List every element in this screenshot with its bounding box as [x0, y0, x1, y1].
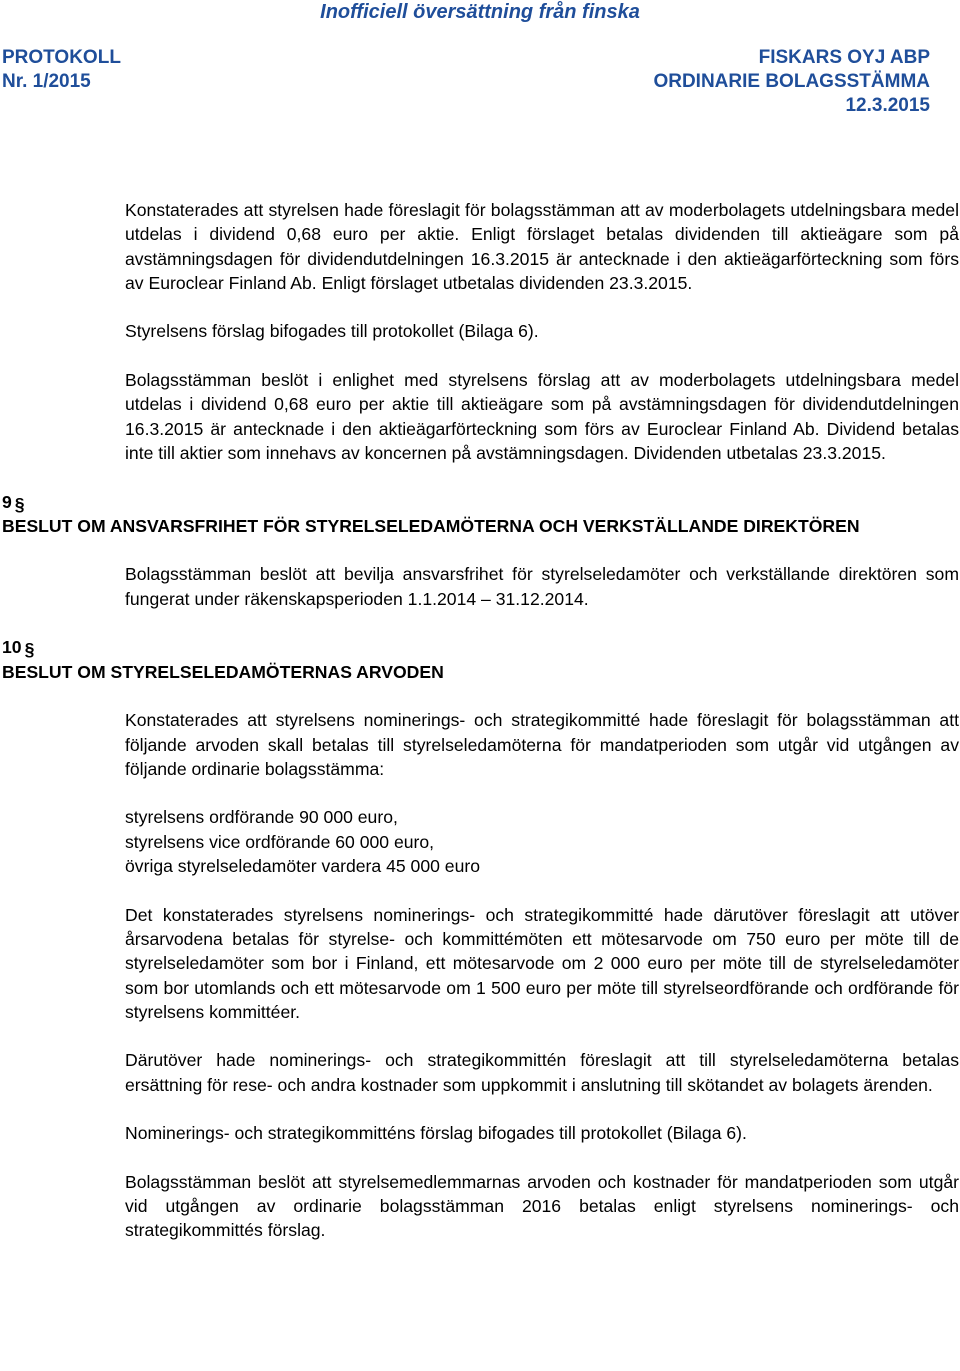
- protocol-header: [2, 46, 121, 94]
- section-9-title: BESLUT OM ANSVARSFRIHET FÖR STYRELSELEDAMÖTERNA OCH VERKSTÄLLANDE DIREKTÖREN: [2, 515, 860, 536]
- meeting-header: [653, 46, 930, 118]
- dividend-attachment-paragraph: Styrelsens förslag bifogades till protokollet (Bilaga 6).: [125, 321, 539, 342]
- section-9-paragraph: Bolagsstämman beslöt att bevilja ansvarsfrihet för styrelseledamöter och verkställande direktören som fungerat under räkenskapsperioden 1.1.2014 – 31.12.2014.: [125, 564, 959, 609]
- dividend-decision-paragraph: Bolagsstämman beslöt i enlighet med styrelsens förslag att av moderbolagets utdelningsbara medel utdelas i dividend 0,68 euro per aktie till aktieägare som på avstämningsdagen för dividendutdelningen 16.3.2015 är antecknade i den aktieägarförteckning som förs av Euroclear Finland Ab. Dividend betalas inte till aktier som innehavs av koncernen på avstämningsdagen. Dividenden utbetalas 23.3.2015.: [125, 370, 959, 463]
- dividend-proposal-paragraph: Konstaterades att styrelsen hade föreslagit för bolagsstämman att av moderbolagets utdelningsbara medel utdelas i dividend 0,68 euro per aktie. Enligt förslaget betalas dividenden till aktieägare som på avstämningsdagen för dividendutdelningen 16.3.2015 är antecknade i den aktieägarförteckning som förs av Euroclear Finland Ab. Enligt förslaget utbetalas dividenden 23.3.2015.: [125, 200, 959, 293]
- meeting-date: 12.3.2015: [845, 95, 930, 116]
- translation-banner: Inofficiell översättning från finska: [320, 1, 640, 23]
- committee-attachment-paragraph: Nominerings- och strategikommitténs förslag bifogades till protokollet (Bilaga 6).: [125, 1123, 747, 1144]
- list-item: styrelsens ordförande 90 000 euro,: [125, 807, 398, 828]
- company-name: FISKARS OYJ ABP: [758, 47, 930, 68]
- meeting-name: ORDINARIE BOLAGSSTÄMMA: [653, 71, 930, 92]
- list-item: övriga styrelseledamöter vardera 45 000 euro: [125, 856, 481, 877]
- section-10-number: [2, 635, 960, 659]
- protocol-label: PROTOKOLL: [2, 47, 121, 68]
- document-body: [0, 198, 960, 1267]
- section-mark: §: [14, 493, 25, 514]
- fee-list: [125, 805, 959, 878]
- section-10-number-text: 10: [2, 637, 22, 658]
- section-10-title: BESLUT OM STYRELSELEDAMÖTERNAS ARVODEN: [2, 661, 444, 682]
- section-9-number: [2, 490, 960, 514]
- section-9-number-text: 9: [2, 491, 12, 512]
- protocol-number: Nr. 1/2015: [2, 71, 91, 92]
- fee-decision-paragraph: Bolagsstämman beslöt att styrelsemedlemmarnas arvoden och kostnader för mandatperioden som utgår vid utgången av ordinarie bolagsstämman 2016 betalas enligt styrelsens nominerings- och strategikommittés förslag.: [125, 1171, 959, 1241]
- section-10-intro-paragraph: Konstaterades att styrelsens nominerings- och strategikommitté hade föreslagit för bolagsstämman att följande arvoden skall betalas till styrelseledamöterna för mandatperioden som utgår vid utgången av följande ordinarie bolagsstämma:: [125, 710, 959, 779]
- meeting-fee-paragraph: Det konstaterades styrelsens nominerings- och strategikommitté hade därutöver föreslagit att utöver årsarvodena betalas för styrelse- och kommittémöten ett mötesarvode om 750 euro per möte till de styrelseledamöter som bor i Finland, ett mötesarvode om 2 000 euro per möte till de styrelseledamöter som bor utomlands och ett mötesarvode om 1 500 euro per möte till styrelseordförande och ordförande för styrelsens kommittéer.: [125, 904, 959, 1022]
- list-item: styrelsens vice ordförande 60 000 euro,: [125, 831, 435, 852]
- expenses-paragraph: Därutöver hade nominerings- och strategikommittén föreslagit att till styrelseledamöterna betalas ersättning för rese- och andra kostnader som uppkommit i anslutning till skötandet av bolagets ärenden.: [125, 1050, 959, 1095]
- section-mark: §: [24, 639, 35, 660]
